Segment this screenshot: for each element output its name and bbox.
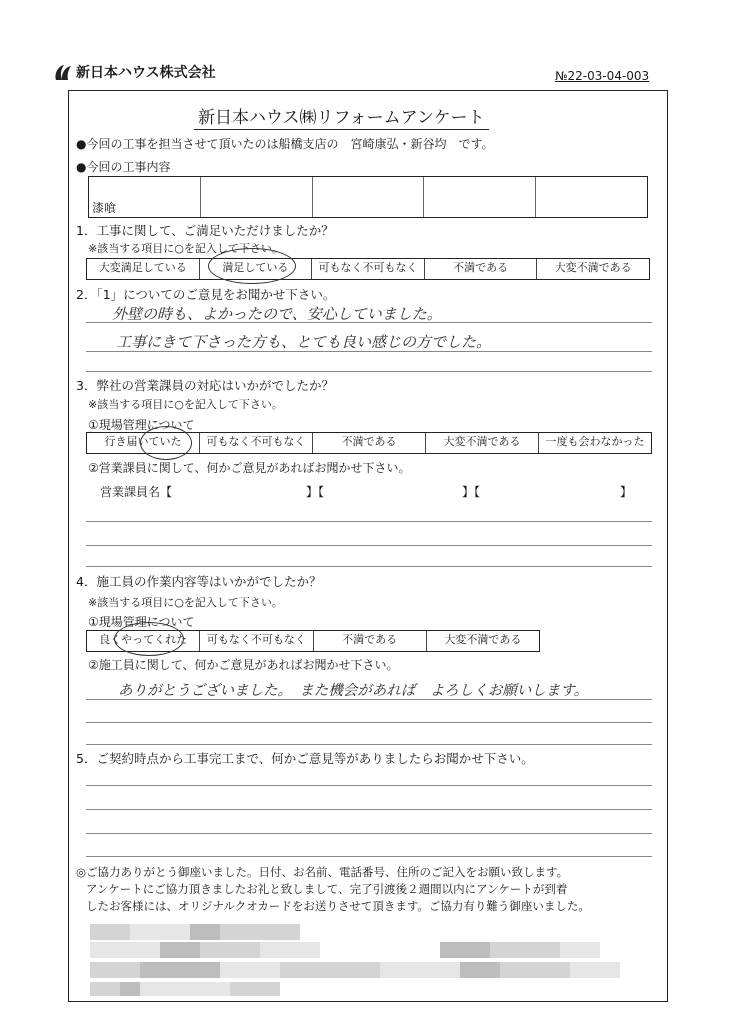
q1-note: ※該当する項目に○を記入して下さい。 [88, 242, 283, 255]
redacted-customer-info [80, 920, 660, 1000]
q4-selected-circle [114, 622, 184, 656]
answer-rule [86, 744, 652, 745]
q1-option[interactable]: 大変不満である [554, 261, 632, 274]
answer-rule [86, 521, 652, 522]
work-cell [201, 177, 313, 217]
q4-note: ※該当する項目に○を記入して下さい。 [88, 596, 283, 609]
q5-heading: 5．ご契約時点から工事完工まで、何かご意見等がありましたらお聞かせ下さい。 [76, 751, 534, 766]
staff-name-label: 営業課員名【 [100, 485, 173, 499]
logo-mark-icon [52, 62, 74, 84]
answer-rule [86, 833, 652, 834]
q4-option[interactable]: 不満である [314, 631, 427, 651]
answer-rule [86, 322, 652, 323]
answer-rule [86, 809, 652, 810]
work-cell [424, 177, 536, 217]
bracket-mid-1: 】【 [306, 485, 325, 499]
answer-rule [86, 371, 652, 372]
q3-option[interactable]: 可もなく不可もなく [200, 433, 313, 453]
work-content-label: ●今回の工事内容 [76, 160, 171, 174]
q1-option[interactable]: 大変満足している [87, 259, 200, 279]
q3-option[interactable]: 不満である [313, 433, 426, 453]
q2-heading: 2．「1」についてのご意見をお聞かせ下さい。 [76, 287, 336, 302]
q4-option[interactable]: 可もなく不可もなく [200, 631, 313, 651]
answer-rule [86, 856, 652, 857]
q1-option[interactable]: 可もなく不可もなく [312, 259, 425, 279]
q4-sub2: ②施工員に関して、何かご意見があればお聞かせ下さい。 [88, 658, 399, 672]
footer-line-3: したお客様には、オリジナルクオカードをお送りさせて頂きます。ご協力有り難う御座いました。 [86, 899, 590, 913]
q3-note: ※該当する項目に○を記入して下さい。 [88, 398, 283, 411]
q1-selected-circle [208, 248, 296, 284]
q1-option[interactable]: 不満である [425, 259, 538, 279]
answer-rule [86, 351, 652, 352]
bracket-end: 】 [620, 485, 633, 499]
bracket-mid-2: 】【 [462, 485, 481, 499]
q3-option[interactable]: 一度も会わなかった [545, 435, 645, 448]
q2-answer-line-2: 工事にきて下さった方も、とても良い感じの方でした。 [116, 333, 492, 351]
work-cell [89, 177, 201, 217]
answer-rule [86, 722, 652, 723]
q3-selected-circle [140, 426, 192, 460]
q4-option[interactable]: 良くやってくれた [87, 631, 200, 651]
work-content-grid [88, 176, 648, 218]
work-item: 漆喰 [92, 201, 117, 215]
work-cell [313, 177, 425, 217]
company-logo [52, 62, 74, 84]
answer-rule [86, 785, 652, 786]
q1-option[interactable]: 満足している [200, 259, 313, 279]
work-cell [536, 177, 647, 217]
footer-line-2: アンケートにご協力頂きましたお礼と致しまして、完了引渡後２週間以内にアンケートが到着 [86, 882, 568, 896]
answer-rule [86, 566, 652, 567]
q3-sub2: ②営業課員に関して、何かご意見があればお聞かせ下さい。 [88, 461, 411, 475]
staff-line: ●今回の工事を担当させて頂いたのは船橋支店の 宮崎康弘・新谷均 です。 [76, 137, 494, 151]
answer-rule [86, 545, 652, 546]
q3-option[interactable]: 大変不満である [426, 433, 539, 453]
q2-answer-line-1: 外壁の時も、よかったので、安心していました。 [112, 305, 442, 323]
footer-line-1: ◎ご協力ありがとう御座いました。日付、お名前、電話番号、住所のご記入をお願い致します。 [76, 865, 569, 879]
q4-heading: 4．施工員の作業内容等はいかがでしたか？ [76, 574, 322, 589]
q4-answer: ありがとうございました。 また機会があれば よろしくお願いします。 [118, 683, 589, 699]
q3-option[interactable]: 行き届いていた [87, 433, 200, 453]
q4-option[interactable]: 大変不満である [444, 633, 522, 646]
q3-heading: 3．弊社の営業課員の対応はいかがでしたか？ [76, 378, 334, 393]
page-title: 新日本ハウス㈱リフォームアンケート [194, 108, 489, 130]
answer-rule [86, 699, 652, 700]
q1-heading: 1．工事に関して、ご満足いただけましたか？ [76, 223, 334, 238]
company-name: 新日本ハウス株式会社 [76, 65, 216, 81]
q1-options [86, 258, 650, 280]
q3-sub1: ①現場管理について [88, 418, 195, 432]
document-number: №22-03-04-003 [555, 69, 650, 83]
q4-sub1: ①現場管理について [88, 615, 195, 629]
